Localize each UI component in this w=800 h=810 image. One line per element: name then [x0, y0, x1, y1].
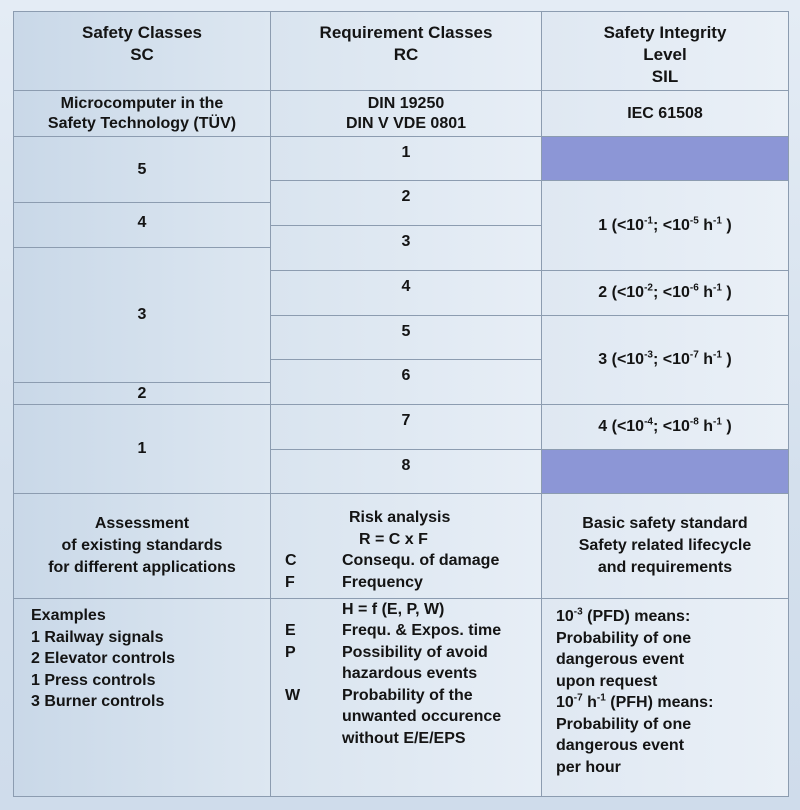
- sc-class-4-label: 4: [137, 214, 147, 231]
- sc-class-1-label: 1: [137, 440, 147, 457]
- rc-class-8: [270, 449, 542, 494]
- example-item: 1 Press controls: [31, 671, 156, 689]
- risk-param-codes: [285, 620, 300, 706]
- sil-level-3-label: 3 ($<10^{-3}$; $<10^{-7}$ $h^{-1}$ ): [598, 349, 732, 368]
- pfd-line: dangerous event: [556, 651, 685, 668]
- rc-class-3: [270, 225, 542, 271]
- sc-class-4: [13, 202, 271, 248]
- h-formula-text: H = f (E, P, W): [342, 601, 445, 618]
- pfh-line: dangerous event: [556, 737, 685, 754]
- sil-level-4: [541, 404, 789, 450]
- param-term: unwanted occurence: [342, 708, 502, 725]
- risk-term-consequ: Consequ. of damage: [342, 552, 500, 569]
- assessment-line3: for different applications: [48, 559, 236, 576]
- risk-term-frequency: Frequency: [342, 573, 423, 591]
- rc-class-6-label: 6: [401, 367, 411, 384]
- basic-standard-line3: and requirements: [597, 559, 733, 576]
- param-code-w: W: [285, 686, 301, 704]
- risk-formula: R = C x F: [359, 530, 428, 548]
- example-item: 1 Railway signals: [31, 628, 164, 646]
- header-safety-classes: [13, 11, 271, 91]
- param-term: Possibility of avoid: [342, 643, 488, 661]
- param-term: Frequ. & Expos. time: [342, 622, 502, 639]
- sc-class-2: [13, 382, 271, 405]
- risk-terms: [342, 550, 499, 593]
- sil-level-2: [541, 270, 789, 316]
- risk-code-f: F: [285, 573, 295, 591]
- basic-standard-line2: Safety related lifecycle: [578, 537, 752, 554]
- sil-level-4-label: 4 ($<10^{-4}$; $<10^{-8}$ $h^{-1}$ ): [598, 416, 732, 435]
- rc-class-4: [270, 270, 542, 316]
- rc-class-7: [270, 404, 542, 450]
- standard-din-line1: DIN 19250: [367, 94, 445, 112]
- sil-empty-top: [541, 136, 789, 181]
- standard-iec: [541, 90, 789, 137]
- header-sil-line3: SIL: [651, 67, 679, 86]
- pfh-line: per hour: [556, 758, 621, 776]
- sil-level-2-label: 2 ($<10^{-2}$; $<10^{-6}$ $h^{-1}$ ): [598, 282, 732, 301]
- pfd-heading: $10^{-3}$ (PFD) means:: [556, 606, 691, 625]
- risk-code-c: C: [285, 552, 297, 569]
- param-code-blank: [285, 663, 300, 685]
- rc-class-1: [270, 136, 542, 181]
- rc-class-5: [270, 315, 542, 360]
- assessment-line2: of existing standards: [61, 537, 223, 554]
- sc-class-1: [13, 404, 271, 494]
- param-code-p: P: [285, 643, 296, 661]
- basic-standard-line1: Basic safety standard: [582, 515, 748, 532]
- pfd-line: upon request: [556, 672, 658, 690]
- standard-din: [270, 90, 542, 137]
- sc-class-5-label: 5: [137, 160, 147, 178]
- examples-list: [31, 605, 175, 713]
- risk-title: Risk analysis: [349, 509, 451, 526]
- sil-level-1-label: 1 ($<10^{-1}$; $<10^{-5}$ $h^{-1}$ ): [598, 215, 732, 234]
- sil-level-1: [541, 180, 789, 271]
- pfd-line: Probability of one: [556, 629, 692, 647]
- header-sil-line1: Safety Integrity: [603, 23, 727, 42]
- header-rc-line1: Requirement Classes: [319, 23, 493, 42]
- standard-tuv-line2: Safety Technology (TÜV): [47, 114, 237, 132]
- risk-codes: [285, 550, 297, 593]
- sc-class-3-label: 3: [137, 306, 147, 323]
- rc-class-1-label: 1: [401, 144, 411, 161]
- rc-class-6: [270, 359, 542, 405]
- examples-title: Examples: [31, 607, 106, 624]
- risk-analysis-title: [349, 507, 450, 550]
- sil-empty-bottom: [541, 449, 789, 494]
- rc-class-2-label: 2: [401, 188, 411, 205]
- param-term: hazardous events: [342, 665, 478, 682]
- risk-param-terms: [342, 620, 501, 749]
- sc-class-5: [13, 136, 271, 203]
- standard-tuv: [13, 90, 271, 137]
- sil-level-3: [541, 315, 789, 405]
- basic-standard-cell: [541, 493, 789, 599]
- h-formula: [342, 599, 444, 621]
- rc-class-5-label: 5: [401, 323, 411, 340]
- header-requirement-classes: [270, 11, 542, 91]
- param-term: without E/E/EPS: [342, 729, 466, 747]
- pfh-heading: $10^{-7}$ $h^{-1}$ (PFH) means:: [556, 692, 714, 711]
- rc-class-7-label: 7: [401, 412, 411, 429]
- example-item: 2 Elevator controls: [31, 650, 176, 667]
- param-code-e: E: [285, 622, 296, 639]
- pfh-line: Probability of one: [556, 715, 692, 733]
- pfd-pfh-text: [556, 606, 713, 778]
- header-rc-line2: RC: [393, 45, 419, 64]
- standard-iec-label: IEC 61508: [627, 104, 703, 122]
- header-sil: [541, 11, 789, 91]
- sc-class-3: [13, 247, 271, 383]
- rc-class-4-label: 4: [401, 278, 411, 295]
- assessment-cell: [13, 493, 271, 599]
- param-term: Probability of the: [342, 686, 473, 704]
- example-item: 3 Burner controls: [31, 693, 165, 710]
- rc-class-3-label: 3: [401, 233, 411, 250]
- standard-din-line2: DIN V VDE 0801: [345, 114, 467, 132]
- assessment-line1: Assessment: [94, 515, 190, 532]
- header-sc-line1: Safety Classes: [81, 23, 203, 42]
- rc-class-8-label: 8: [401, 457, 411, 474]
- header-sc-line2: SC: [130, 45, 154, 64]
- sc-class-2-label: 2: [137, 384, 147, 402]
- rc-class-2: [270, 180, 542, 226]
- standard-tuv-line1: Microcomputer in the: [60, 94, 224, 112]
- header-sil-line2: Level: [643, 45, 687, 64]
